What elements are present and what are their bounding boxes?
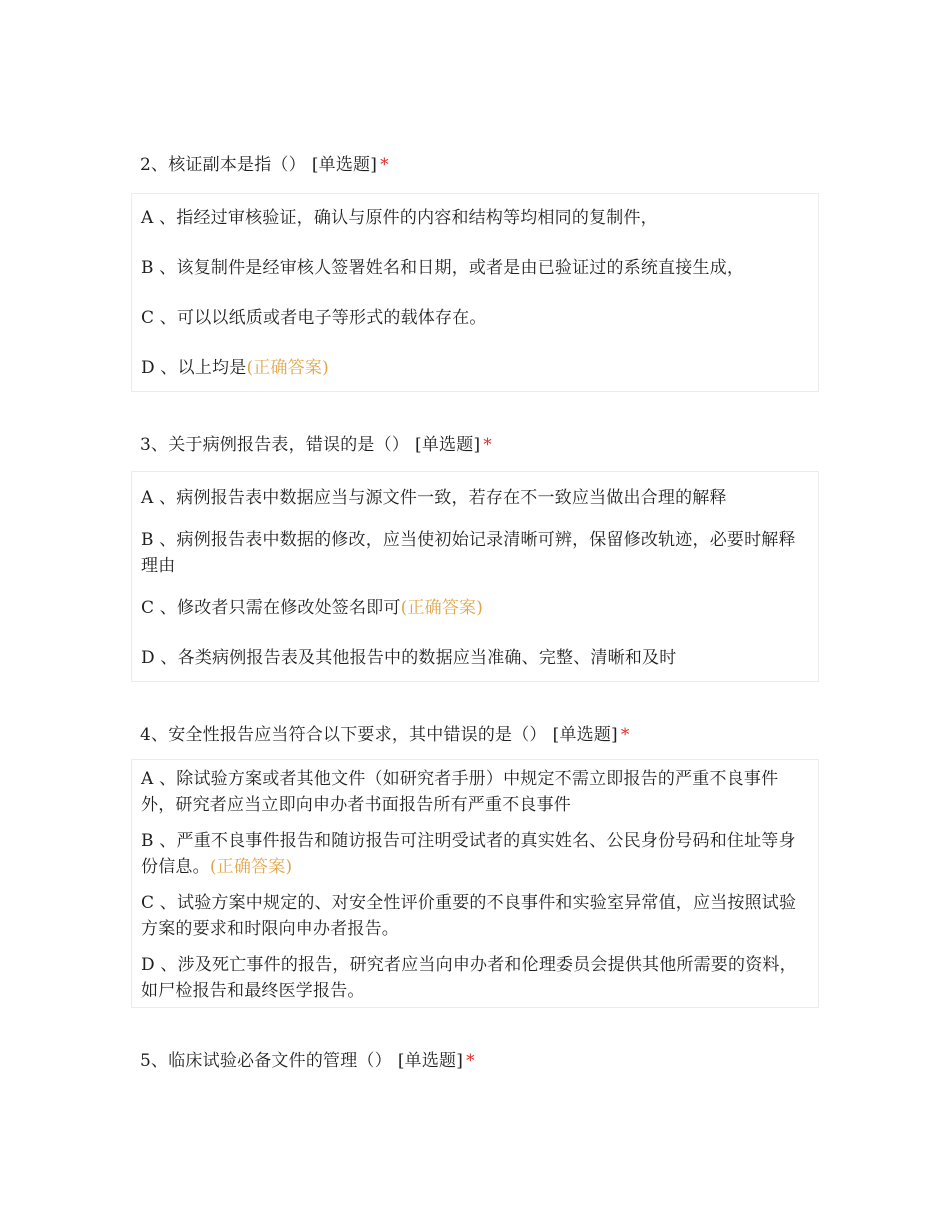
required-mark: * (483, 435, 492, 455)
options-box (131, 471, 819, 682)
question-title (131, 153, 819, 177)
required-mark: * (380, 155, 389, 175)
question-2 (131, 153, 819, 392)
required-mark: * (620, 725, 630, 745)
option-text: B 、该复制件是经审核人签署姓名和日期，或者是由已验证过的系统直接生成， (141, 258, 745, 278)
option-d[interactable] (141, 952, 809, 1004)
options-box (131, 193, 819, 392)
question-text: 4、安全性报告应当符合以下要求，其中错误的是（） (140, 725, 547, 745)
question-title (131, 1049, 819, 1073)
option-text: B 、严重不良事件报告和随访报告可注明受试者的真实姓名、公民身份号码和住址等身份信息。 (141, 831, 796, 877)
options-box (131, 759, 819, 1008)
correct-answer-label: (正确答案) (246, 358, 329, 378)
option-c[interactable] (141, 595, 809, 621)
question-text: 3、关于病例报告表，错误的是（） (140, 435, 410, 455)
option-text: D 、涉及死亡事件的报告，研究者应当向申办者和伦理委员会提供其他所需要的资料，如尸检报告和最终医学报告。 (141, 955, 797, 1001)
option-text: C 、修改者只需在修改处签名即可 (141, 598, 401, 618)
option-a[interactable] (141, 205, 809, 231)
option-d[interactable] (141, 645, 809, 671)
question-type: [单选题] (397, 1051, 464, 1071)
option-a[interactable] (141, 485, 809, 511)
question-type: [单选题] (552, 725, 618, 745)
option-b[interactable] (141, 828, 809, 880)
question-text: 2、核证副本是指（） (140, 155, 306, 175)
option-text: A 、指经过审核验证，确认与原件的内容和结构等均相同的复制件， (141, 208, 658, 228)
required-mark: * (466, 1051, 475, 1071)
option-text: C 、可以以纸质或者电子等形式的载体存在。 (141, 308, 487, 328)
option-text: A 、除试验方案或者其他文件（如研究者手册）中规定不需立即报告的严重不良事件外，研究者应当立即向申办者书面报告所有严重不良事件 (141, 769, 779, 815)
option-a[interactable] (141, 766, 809, 818)
question-type: [单选题] (415, 435, 481, 455)
option-text: D 、各类病例报告表及其他报告中的数据应当准确、完整、清晰和及时 (141, 648, 677, 668)
option-d[interactable] (141, 355, 809, 381)
question-type: [单选题] (311, 155, 378, 175)
question-3 (131, 433, 819, 682)
question-title (131, 723, 819, 747)
option-c[interactable] (141, 305, 809, 331)
correct-answer-label: (正确答案) (209, 857, 293, 877)
question-text: 5、临床试验必备文件的管理（） (140, 1051, 392, 1071)
option-b[interactable] (141, 255, 809, 281)
question-4 (131, 723, 819, 1008)
option-text: A 、病例报告表中数据应当与源文件一致，若存在不一致应当做出合理的解释 (141, 488, 727, 508)
question-title (131, 433, 819, 457)
option-b[interactable] (141, 527, 809, 579)
option-text: B 、病例报告表中数据的修改，应当使初始记录清晰可辨，保留修改轨迹，必要时解释理由 (141, 530, 796, 576)
option-text: D 、以上均是 (141, 358, 247, 378)
correct-answer-label: (正确答案) (400, 598, 484, 618)
option-text: C 、试验方案中规定的、对安全性评价重要的不良事件和实验室异常值，应当按照试验方案的要求和时限向申办者报告。 (141, 893, 797, 939)
option-c[interactable] (141, 890, 809, 942)
question-5 (131, 1049, 819, 1073)
